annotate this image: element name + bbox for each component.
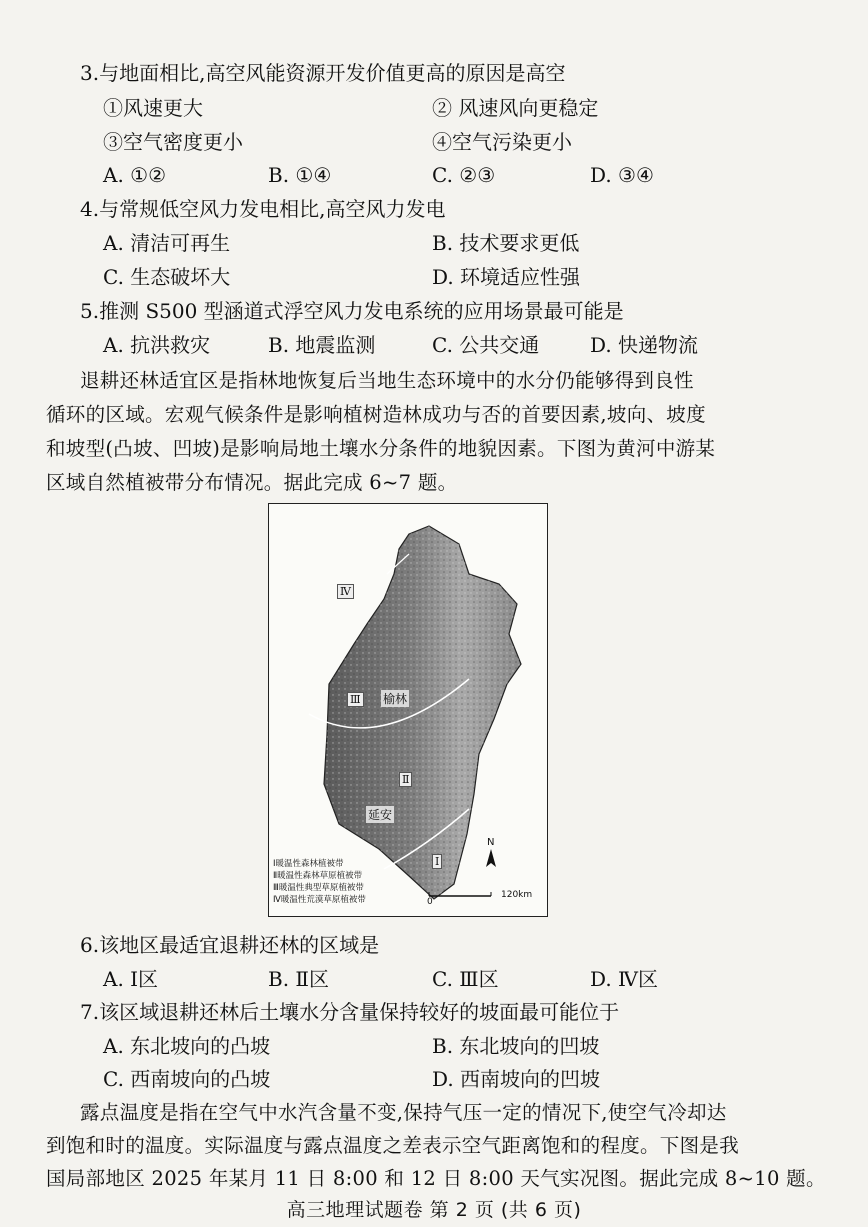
q5-option-d[interactable]: D. 快递物流 xyxy=(590,333,699,357)
passage1-line-1: 退耕还林适宜区是指林地恢复后当地生态环境中的水分仍能够得到良性 xyxy=(80,369,694,392)
q7-option-a[interactable]: A. 东北坡向的凸坡 xyxy=(103,1034,271,1058)
q3-option-d[interactable]: D. ③④ xyxy=(590,163,654,187)
zone-label-ii: Ⅱ xyxy=(399,772,412,787)
legend-item-4: Ⅳ暖温性荒漠草原植被带 xyxy=(273,895,366,905)
q3-item-1: ①风速更大 xyxy=(103,96,203,120)
north-arrow xyxy=(486,849,496,867)
q3-option-a[interactable]: A. ①② xyxy=(103,163,167,187)
q5-stem: 5.推测 S500 型涵道式浮空风力发电系统的应用场景最可能是 xyxy=(80,299,624,323)
q3-stem: 3.与地面相比,高空风能资源开发价值更高的原因是高空 xyxy=(80,61,566,85)
q4-option-a[interactable]: A. 清洁可再生 xyxy=(103,231,231,255)
scale-label: 120km xyxy=(501,890,533,900)
q3-item-3: ③空气密度更小 xyxy=(103,130,243,154)
legend-item-1: Ⅰ暖温性森林植被带 xyxy=(273,859,344,869)
passage2-line-2: 到饱和时的温度。实际温度与露点温度之差表示空气距离饱和的程度。下图是我 xyxy=(46,1134,740,1157)
city-yanan: 延安 xyxy=(368,808,393,822)
legend-item-2: Ⅱ暖温性森林草原植被带 xyxy=(273,871,363,881)
passage2-line-3: 国局部地区 2025 年某月 11 日 8:00 和 12 日 8:00 天气实况图。据此完成 8~10 题。 xyxy=(46,1167,826,1190)
passage2-line-1: 露点温度是指在空气中水汽含量不变,保持气压一定的情况下,使空气冷却达 xyxy=(80,1101,727,1124)
north-label: N xyxy=(487,837,495,848)
q5-option-b[interactable]: B. 地震监测 xyxy=(268,333,376,357)
q6-stem: 6.该地区最适宜退耕还林的区域是 xyxy=(80,933,380,957)
map-graphic xyxy=(269,504,547,916)
q7-option-b[interactable]: B. 东北坡向的凹坡 xyxy=(432,1034,600,1058)
city-yulin: 榆林 xyxy=(383,692,408,706)
q4-option-b[interactable]: B. 技术要求更低 xyxy=(432,231,580,255)
q7-option-d[interactable]: D. 西南坡向的凹坡 xyxy=(432,1067,601,1091)
q6-option-b[interactable]: B. Ⅱ区 xyxy=(268,967,330,991)
q7-stem: 7.该区域退耕还林后土壤水分含量保持较好的坡面最可能位于 xyxy=(80,1000,620,1024)
legend-item-3: Ⅲ暖温性典型草原植被带 xyxy=(273,883,364,893)
q5-option-c[interactable]: C. 公共交通 xyxy=(432,333,540,357)
q6-option-a[interactable]: A. Ⅰ区 xyxy=(103,967,159,991)
passage1-line-3: 和坡型(凸坡、凹坡)是影响局地土壤水分条件的地貌因素。下图为黄河中游某 xyxy=(46,437,716,460)
q4-option-c[interactable]: C. 生态破坏大 xyxy=(103,265,231,289)
q4-option-d[interactable]: D. 环境适应性强 xyxy=(432,265,581,289)
q3-option-c[interactable]: C. ②③ xyxy=(432,163,496,187)
scale-zero: 0 xyxy=(427,897,433,907)
q7-option-c[interactable]: C. 西南坡向的凸坡 xyxy=(103,1067,271,1091)
zone-label-iii: Ⅲ xyxy=(347,692,364,707)
passage1-line-4: 区域自然植被带分布情况。据此完成 6~7 题。 xyxy=(46,471,458,494)
zone-label-i: Ⅰ xyxy=(432,854,442,869)
q6-option-d[interactable]: D. Ⅳ区 xyxy=(590,967,659,991)
q5-option-a[interactable]: A. 抗洪救灾 xyxy=(103,333,211,357)
q3-item-4: ④空气污染更小 xyxy=(432,130,572,154)
q3-item-2: ② 风速风向更稳定 xyxy=(432,96,599,120)
zone-label-iv: Ⅳ xyxy=(337,584,354,599)
q3-option-b[interactable]: B. ①④ xyxy=(268,163,332,187)
vegetation-map xyxy=(268,503,548,917)
q6-option-c[interactable]: C. Ⅲ区 xyxy=(432,967,499,991)
passage1-line-2: 循环的区域。宏观气候条件是影响植树造林成功与否的首要因素,坡向、坡度 xyxy=(46,403,706,426)
q4-stem: 4.与常规低空风力发电相比,高空风力发电 xyxy=(80,197,446,221)
page-footer: 高三地理试题卷 第 2 页 (共 6 页) xyxy=(286,1199,582,1221)
